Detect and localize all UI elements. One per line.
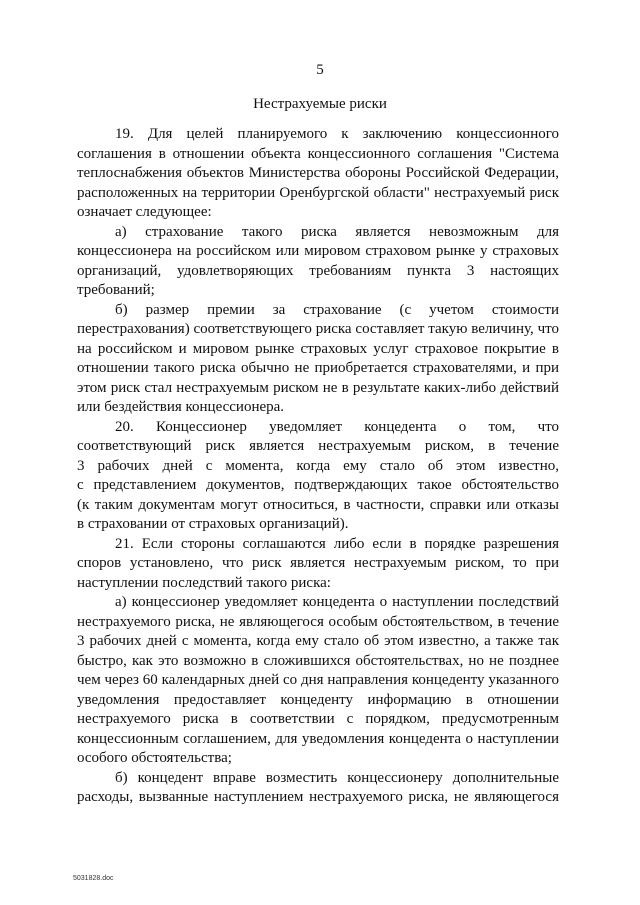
paragraph-19-line: расположенных на территории Оренбургской области" нестрахуемый риск [77,184,559,201]
item-a-line: а) страхование такого риска является невозможным для [115,223,559,240]
item-21a-line: 3 рабочих дней с момента, когда ему стало об этом известно, а также так [77,633,559,649]
item-a-line: концессионера на российском или мировом страховом рынке у страховых [77,243,559,259]
paragraph-21-line: 21. Если стороны соглашаются либо если в порядке разрешения [115,535,559,552]
section-title: Нестрахуемые риски [253,96,387,112]
file-name-footer: 5031828.doc [73,875,114,882]
paragraph-20-line: соответствующий риск является нестрахуемым риском, в течение [77,438,559,454]
item-b-line: этом риск стал нестрахуемым риском не в результате каких-либо действий [77,379,559,396]
item-21a-line: уведомления предоставляет концеденту информацию в отношении [77,691,559,708]
item-21b-line: б) концедент вправе возместить концессионеру дополнительные [115,769,559,786]
item-21a-line: нестрахуемого риска в соответствии с порядком, предусмотренным [77,711,559,727]
paragraph-20-line: с представлением документов, подтверждающих такое обстоятельство [77,477,559,493]
item-a-line: требований; [77,282,155,298]
item-b-line: или бездействия концессионера. [77,399,285,415]
item-21a-line: нестрахуемого риска, не являющегося особым обстоятельством, в течение [77,613,559,630]
paragraph-19-line: 19. Для целей планируемого к заключению концессионного [115,126,559,142]
document-body [77,125,559,808]
paragraph-20-line: в страховании от страховых организаций). [77,516,349,532]
paragraph-20-line: 20. Концессионер уведомляет концедента о том, что [115,418,559,435]
item-b-line: б) размер премии за страхование (с учетом стоимости [115,301,559,318]
paragraph-19-line: теплоснабжения объектов Министерства обороны Российской Федерации, [77,165,559,181]
paragraph-19-line: означает следующее: [77,204,212,220]
item-21a-line: концессионным соглашением, для уведомления концедента о наступлении [77,730,559,747]
item-21a-line: а) концессионер уведомляет концедента о наступлении последствий [115,594,559,610]
paragraph-20-line: (к таким документам могут относиться, в частности, справки или отказы [77,496,559,513]
item-21a-line: быстро, как это возможно в сложившихся обстоятельствах, но не позднее [77,652,559,669]
item-b-line: перестрахования) соответствующего риска составляет такую величину, что [77,321,559,337]
paragraph-21-line: споров установлено, что риск является нестрахуемым риском, то при [77,555,559,571]
paragraph-20-line: 3 рабочих дней с момента, когда ему стало об этом известно, [77,457,559,474]
item-21a-line: особого обстоятельства; [77,750,232,766]
item-b-line: отношении такого риска обычно не приобретается страхователями, и при [77,360,559,376]
item-a-line: организаций, удовлетворяющих требованиям пункта 3 настоящих [77,262,559,279]
page-number: 5 [316,62,324,78]
item-21a-line: чем через 60 календарных дней со дня направления концеденту указанного [77,672,559,688]
paragraph-21-line: наступлении последствий такого риска: [77,574,331,591]
item-b-line: на российском и мировом рынке страховых услуг страховое покрытие в [77,340,559,357]
item-21b-line: расходы, вызванные наступлением нестрахуемого риска, не являющегося [77,789,559,805]
paragraph-19-line: соглашения в отношении объекта концессионного соглашения "Система [77,145,559,162]
